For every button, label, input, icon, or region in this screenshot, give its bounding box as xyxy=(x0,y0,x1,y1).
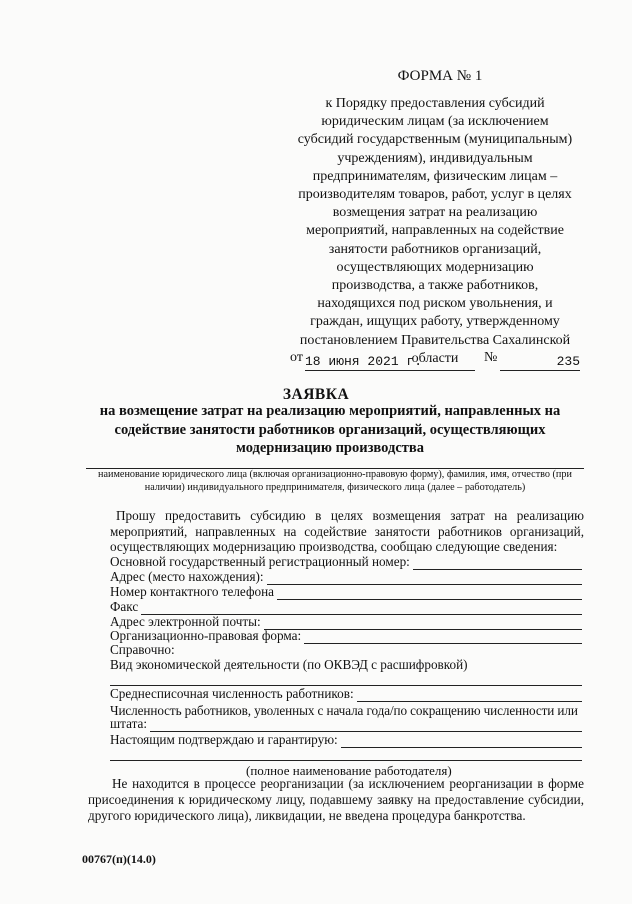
order-line: учреждениям), индивидуальным xyxy=(337,150,533,166)
subtitle-line: модернизацию производства xyxy=(236,440,424,456)
order-line: области xyxy=(411,350,459,366)
okved-label: Вид экономической деятельности (по ОКВЭД с расшифровкой) xyxy=(110,657,468,672)
request-text: Прошу предоставить субсидию в целях возмещения затрат на реализацию мероприятий, направленных на содействие занятости работников организаций, осуществляющих модернизацию производства, сообщаю следующие сведения: xyxy=(110,508,584,555)
number-label: № xyxy=(484,350,498,365)
date-value: 18 июня 2021 г. xyxy=(305,354,475,371)
avg-headcount-field[interactable] xyxy=(110,686,582,702)
reference-note: Справочно: xyxy=(110,642,175,657)
ogrn-label: Основной государственный регистрационный номер: xyxy=(110,554,410,569)
avg-headcount-label: Среднесписочная численность работников: xyxy=(110,686,354,701)
document-code: 00767(п)(14.0) xyxy=(82,852,156,866)
order-line: постановлением Правительства Сахалинской xyxy=(299,332,571,348)
legal-form-label: Организационно-правовая форма: xyxy=(110,628,302,643)
legal-form-field[interactable] xyxy=(110,628,582,644)
phone-field[interactable] xyxy=(110,584,582,600)
dismissed-staff-field[interactable] xyxy=(110,716,582,732)
order-line: предпринимателям, физическим лицам – xyxy=(312,168,558,184)
phone-label: Номер контактного телефона xyxy=(110,584,274,599)
employer-name-line[interactable] xyxy=(110,760,582,761)
dismissed-staff-label: Численность работников, уволенных с начала года/по сокращению численности или xyxy=(110,703,578,718)
fax-field[interactable] xyxy=(110,599,582,615)
dismissed-staff-label-cont: штата: xyxy=(110,716,148,731)
order-line: осуществляющих модернизацию xyxy=(336,259,534,275)
form-number: ФОРМА № 1 xyxy=(397,68,483,84)
order-line: возмещения затрат на реализацию xyxy=(332,205,538,221)
address-label: Адрес (место нахождения): xyxy=(110,569,264,584)
employer-name-hint: (полное наименование работодателя) xyxy=(246,763,452,778)
order-line: к Порядку предоставления субсидий xyxy=(325,96,545,111)
order-reference xyxy=(276,95,594,368)
order-line: производителям товаров, работ, услуг в целях xyxy=(298,187,572,203)
email-label: Адрес электронной почты: xyxy=(110,614,261,629)
avg-headcount-blank[interactable] xyxy=(357,689,582,702)
address-field[interactable] xyxy=(110,569,582,585)
number-value: 235 xyxy=(500,354,580,371)
confirm-label: Настоящим подтверждаю и гарантирую: xyxy=(110,732,338,747)
order-line: находящихся под риском увольнения, и xyxy=(317,296,553,312)
order-line: занятости работников организаций, xyxy=(328,241,542,257)
confirm-blank[interactable] xyxy=(341,735,582,748)
legal-form-blank[interactable] xyxy=(304,631,582,644)
dismissed-staff-blank[interactable] xyxy=(150,719,582,732)
applicant-name-hint: наименование юридического лица (включая организационно-правовую форму), фамилия, имя, отчество (при наличии) индивидуального предпринимателя, физического лица (далее – работодатель) xyxy=(98,469,572,493)
fax-label: Факс xyxy=(110,599,139,614)
ogrn-field[interactable] xyxy=(110,554,582,570)
confirm-field[interactable] xyxy=(110,732,582,748)
date-label: от xyxy=(290,350,303,365)
reorganization-statement: Не находится в процессе реорганизации (за исключением реорганизации в форме присоединения к юридическому лицу, подавшему заявку на предоставление субсидии, другого юридического лица), ликвидации, не введена процедура банкротства. xyxy=(88,776,584,823)
document-title: ЗАЯВКА xyxy=(282,386,350,403)
order-line: мероприятий, направленных на содействие xyxy=(306,223,564,239)
order-line: юридическим лицам (за исключением xyxy=(321,114,549,130)
order-line: производства, а также работников, xyxy=(331,278,539,294)
order-line: субсидий государственным (муниципальным) xyxy=(297,132,573,148)
subtitle-line: содействие занятости работников организаций, осуществляющих xyxy=(114,421,546,438)
document-subtitle xyxy=(70,402,590,458)
subtitle-line: на возмещение затрат на реализацию мероприятий, направленных на xyxy=(99,403,561,419)
order-line: граждан, ищущих работу, утвержденному xyxy=(310,314,560,330)
